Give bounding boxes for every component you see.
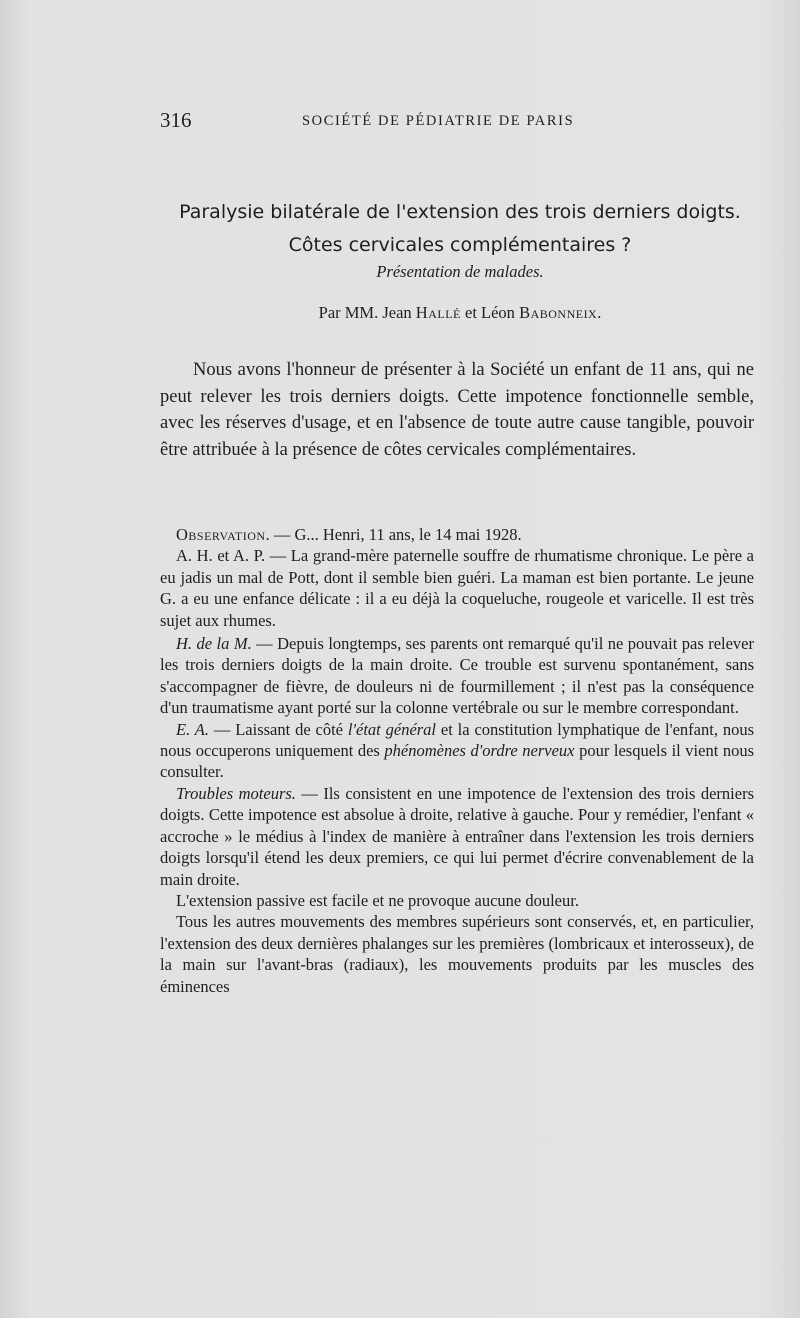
observation-section bbox=[160, 524, 754, 997]
authors-end: . bbox=[597, 303, 602, 322]
authors-prefix: Par MM. Jean bbox=[318, 303, 412, 322]
paragraph-disease-history bbox=[160, 631, 754, 719]
ea-text-1: — Laissant de côté bbox=[208, 719, 348, 739]
title-line-1: Paralysie bilatérale de l'extension des trois derniers doigts. bbox=[179, 201, 741, 223]
page-number: 316 bbox=[160, 108, 192, 132]
ea-italic-1: l'état général bbox=[347, 719, 437, 739]
paragraph-current-state bbox=[160, 719, 754, 783]
observation-heading bbox=[160, 524, 754, 545]
authors-conjunction: et Léon bbox=[460, 303, 520, 322]
article-title bbox=[140, 196, 780, 262]
paragraph-family-history: A. H. et A. P. — La grand-mère paternelle souffre de rhumatisme chronique. Le père a eu jadis un mal de Pott, dont il semble bien guéri. La maman est bien portante. Le jeune G. a eu une enfance délicate : il a eu déjà la coqueluche, rougeole et varicelle. Il est très sujet aux rhumes. bbox=[160, 546, 754, 630]
running-head: SOCIÉTÉ DE PÉDIATRIE DE PARIS bbox=[302, 113, 575, 129]
tm-label: Troubles moteurs. bbox=[176, 783, 296, 803]
observation-label: Observation bbox=[176, 525, 266, 544]
ea-label: E. A. bbox=[176, 719, 209, 739]
tm-text: — Ils consistent en une impotence de l'extension des trois derniers doigts. Cette impotence est absolue à droite, relative à gauche. Pour y remédier, l'enfant « accroche » le médius à l'index de manière à entraîner dans l'extension les trois derniers doigts lorsqu'il étend les deux premiers, ce qui lui permet d'écrire convenablement de la main droite. bbox=[160, 783, 754, 889]
hm-label: H. de la M. bbox=[176, 634, 252, 654]
intro-paragraph: Nous avons l'honneur de présenter à la Société un enfant de 11 ans, qui ne peut relever les trois derniers doigts. Cette impotence fonctionnelle semble, avec les réserves d'usage, et en l'absence de toute autre cause tangible, pouvoir être attribuée à la présence de côtes cervicales complémentaires. bbox=[160, 360, 754, 460]
title-line-2: Côtes cervicales complémentaires ? bbox=[288, 234, 632, 256]
ea-text-2: et la constitution lymphatique de l'enfant, nous nous occuperons uniquement des bbox=[160, 719, 754, 761]
paragraph-other-movements: Tous les autres mouvements des membres supérieurs sont conservés, et, en particulier, l'extension des deux dernières phalanges sur les premières (lombricaux et interosseux), de la main sur l'avant-bras (radiaux), les mouvements produits par les muscles des éminences bbox=[160, 912, 754, 996]
observation-intro: . — G... Henri, 11 ans, le 14 mai 1928. bbox=[265, 525, 522, 544]
ea-text-3: pour lesquels il vient nous consulter. bbox=[160, 741, 755, 782]
paragraph-motor-troubles bbox=[160, 783, 754, 890]
author-babonneix: Babonneix bbox=[519, 303, 598, 322]
author-line bbox=[140, 303, 780, 323]
ea-italic-2: phénomènes d'ordre nerveux bbox=[384, 741, 575, 761]
paragraph-passive-extension: L'extension passive est facile et ne provoque aucune douleur. bbox=[176, 890, 579, 910]
page-header bbox=[160, 108, 760, 138]
article-subtitle: Présentation de malades. bbox=[376, 262, 544, 281]
hm-text: — Depuis longtemps, ses parents ont remarqué qu'il ne pouvait pas relever les trois derniers doigts de la main droite. Ce trouble est survenu spontanément, sans s'accompagner de fièvre, de douleurs ni de fourmillement ; il n'est pas la conséquence d'un traumatisme ayant porté sur la colonne vertébrale ou sur le membre correspondant. bbox=[160, 634, 754, 718]
author-halle: Hallé bbox=[415, 303, 461, 322]
